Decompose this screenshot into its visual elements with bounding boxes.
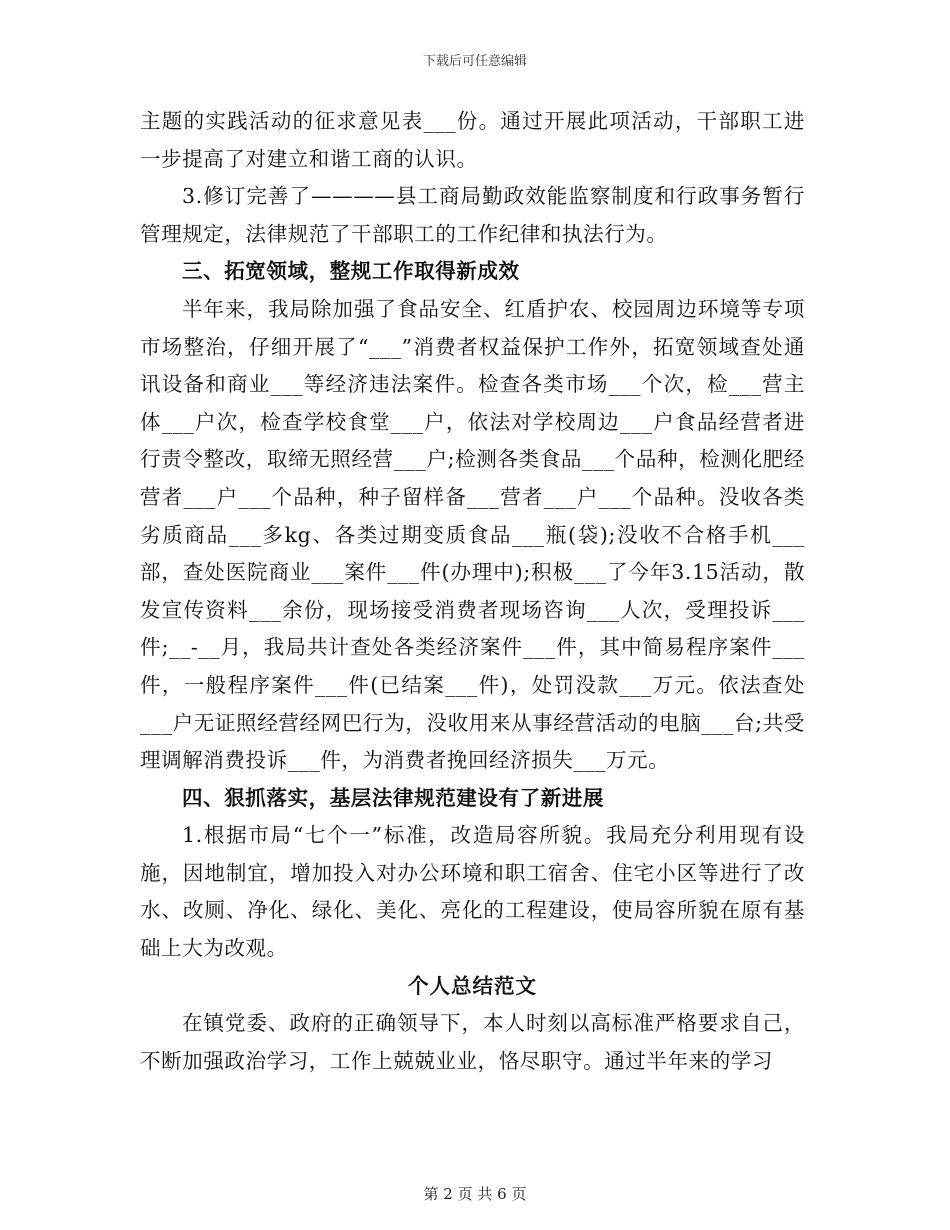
document-body (140, 103, 805, 1080)
paragraph-5: 在镇党委、政府的正确领导下，本人时刻以高标准严格要求自己，不断加强政治学习，工作上兢兢业业，恪尽职守。通过半年来的学习 (140, 1011, 805, 1073)
paragraph-4: 1.根据市局“七个一”标准，改造局容所貌。我局充分利用现有设施，因地制宜，增加投入对办公环境和职工宿舍、住宅小区等进行了改水、改厕、净化、绿化、美化、亮化的工程建设，使局容所貌在原有基础上大为改观。 (140, 823, 805, 961)
page-footer: 第 2 页 共 6 页 (423, 1185, 527, 1203)
article-title: 个人总结范文 (408, 973, 537, 998)
section-heading-3: 三、拓宽领域，整规工作取得新成效 (182, 259, 520, 284)
paragraph-2: 3.修订完善了————县工商局勤政效能监察制度和行政事务暂行管理规定，法律规范了干部职工的工作纪律和执法行为。 (140, 184, 805, 246)
section-heading-4: 四、狠抓落实，基层法律规范建设有了新进展 (182, 785, 604, 810)
page-header: 下载后可任意编辑 (422, 54, 527, 69)
paragraph-1: 主题的实践活动的征求意见表___份。通过开展此项活动，干部职工进一步提高了对建立和谐工商的认识。 (140, 109, 805, 171)
paragraph-3: 半年来，我局除加强了食品安全、红盾护农、校园周边环境等专项市场整治，仔细开展了“___”消费者权益保护工作外，拓宽领域查处通讯设备和商业___等经济违法案件。检查各类市场___个次，检___营主体___户次，检查学校食堂___户，依法对学校周边___户食品经营者进行责令整改，取缔无照经营___户;检测各类食品___个品种，检测化肥经营者___户___个品种，种子留样备___营者___户___个品种。没收各类劣质商品___多kg、各类过期变质食品___瓶(袋);没收不合格手机___部，查处医院商业___案件___件(办理中);积极___了今年3.15活动，散发宣传资料___余份，现场接受消费者现场咨询___人次，受理投诉___件;__-__月，我局共计查处各类经济案件___件，其中简易程序案件___件，一般程序案件___件(已结案___件)，处罚没款___万元。依法查处___户无证照经营经网巴行为，没收用来从事经营活动的电脑___台;共受理调解消费投诉___件，为消费者挽回经济损失___万元。 (140, 296, 805, 773)
